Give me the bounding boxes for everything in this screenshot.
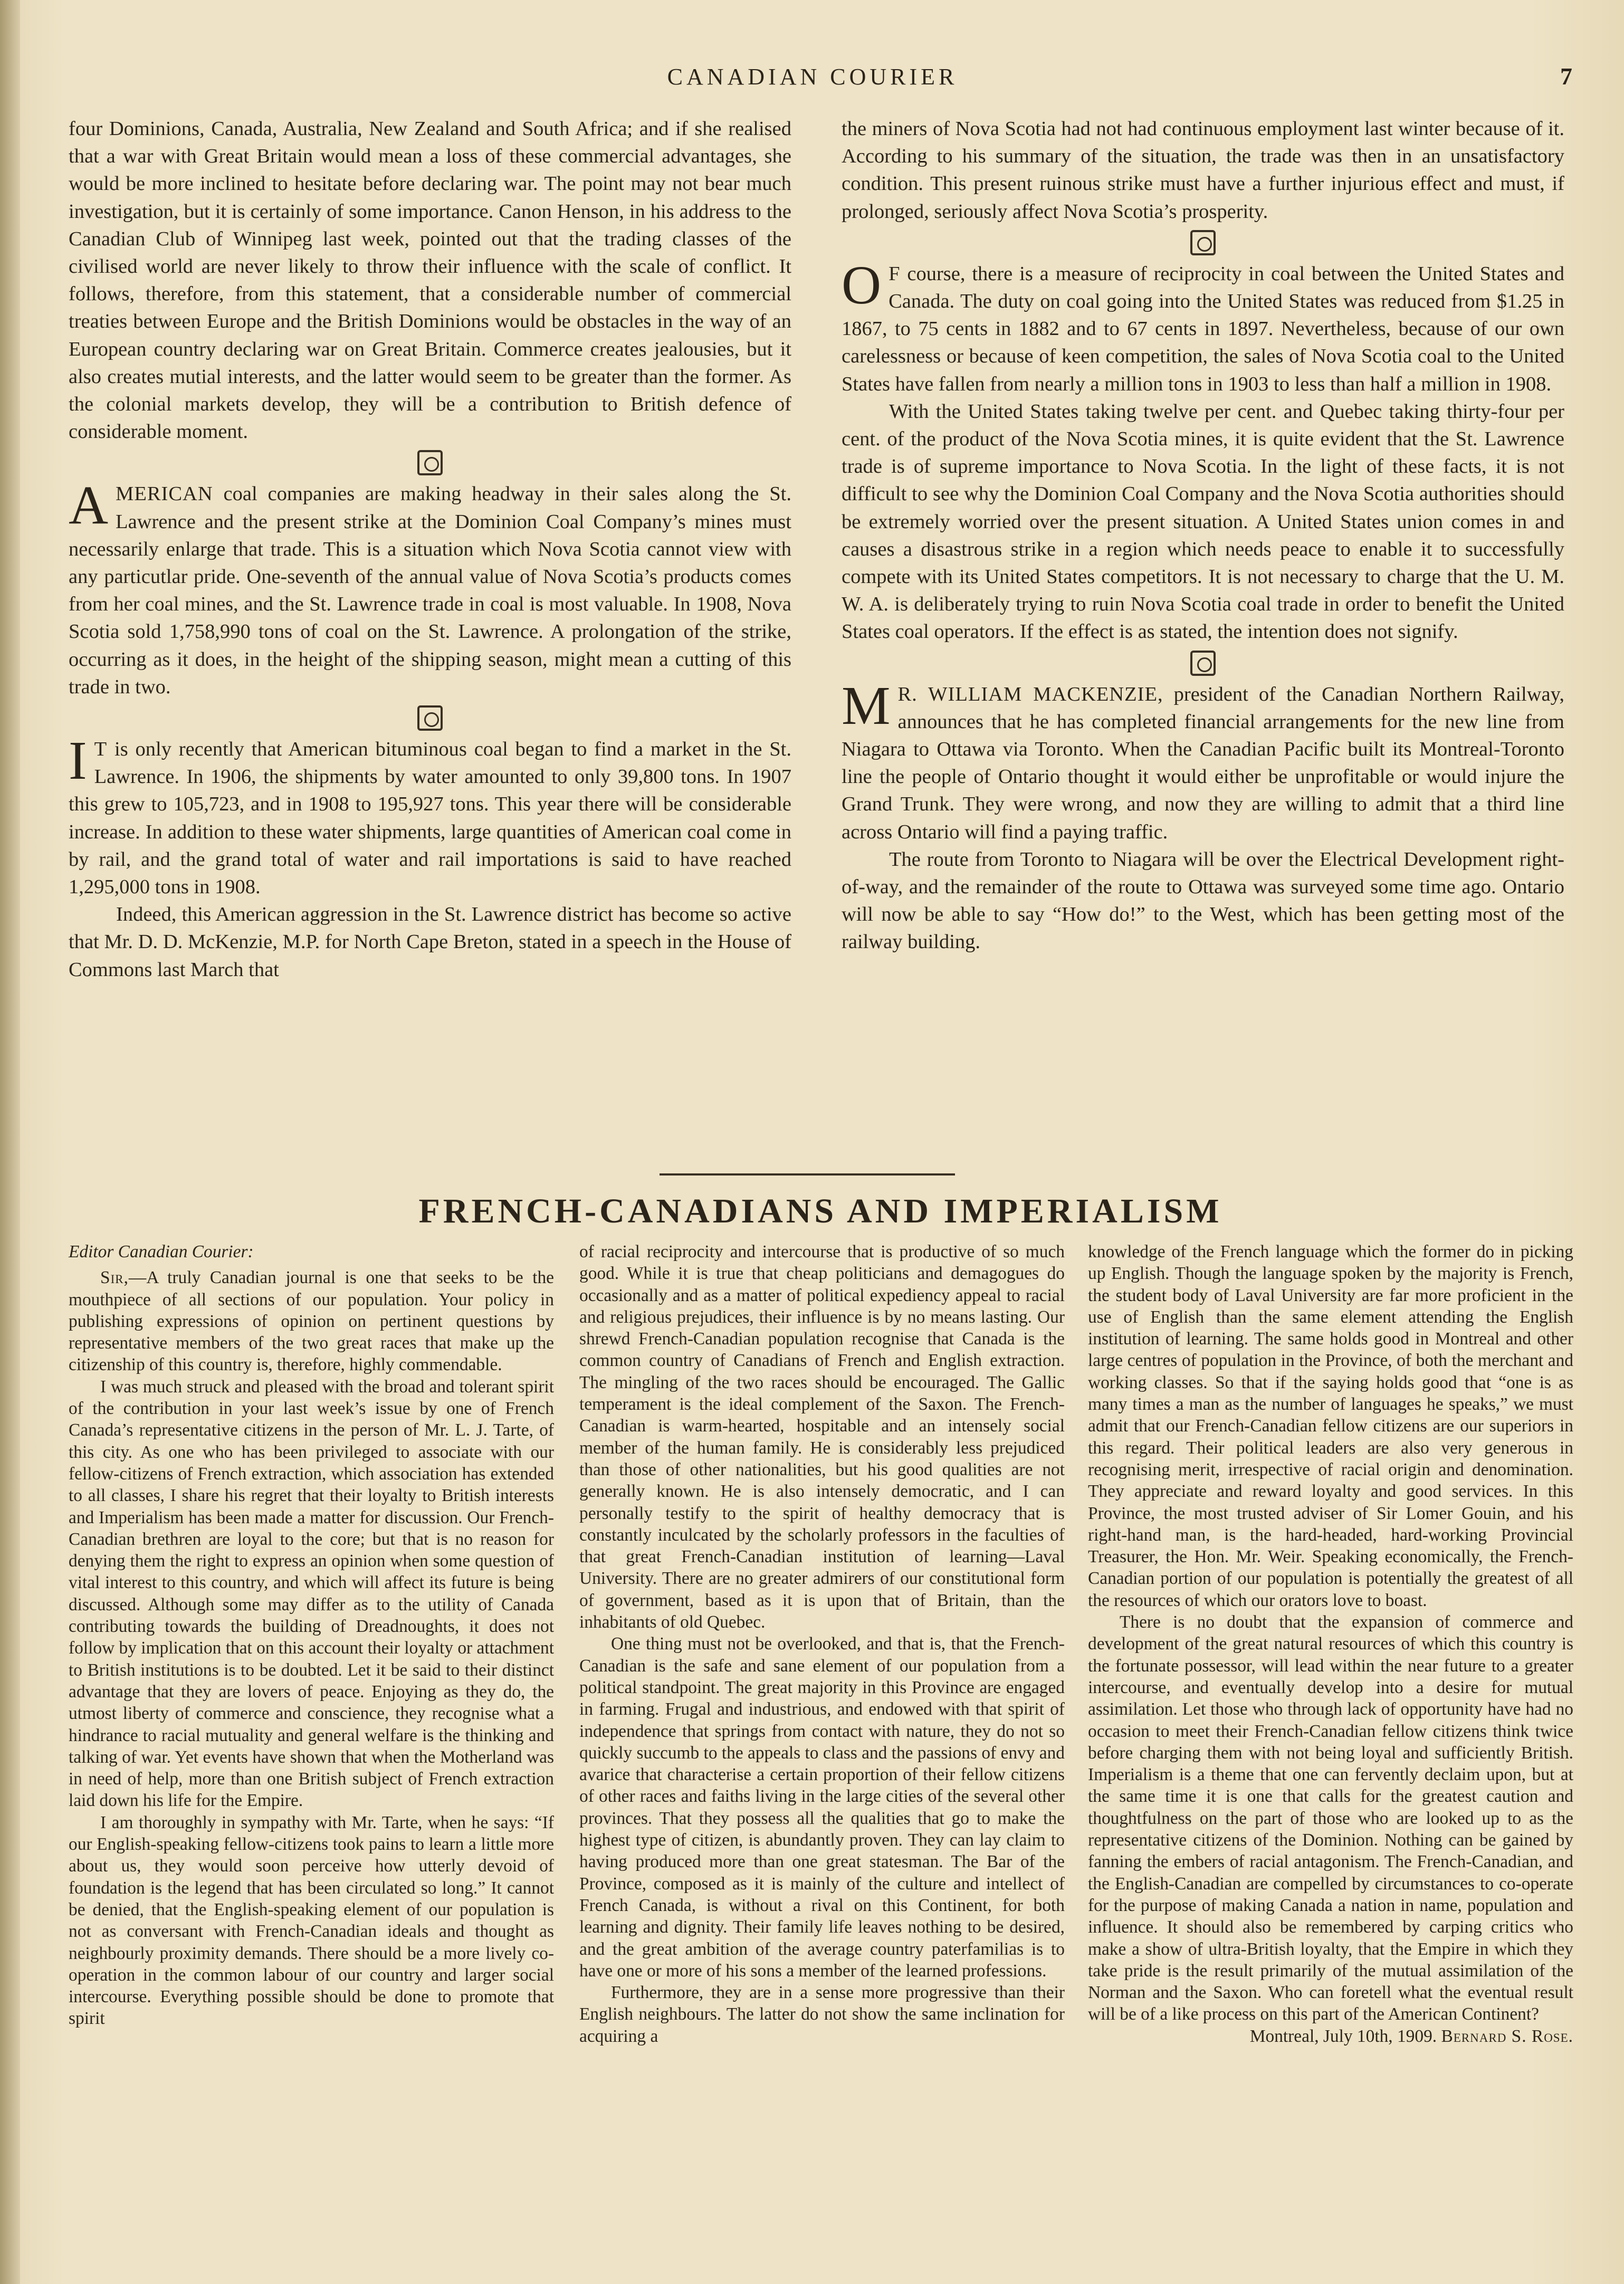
opening-paragraph [69,1267,554,1375]
paragraph [1088,1611,1573,2025]
paragraph-text: course, there is a measure of reciprocity in coal between the United States and Canada. The duty on coal going into the United States was reduced from $1.25 in 1867, to 75 cents in 1882 and to 67 cents in 1897. Nevertheless, because of our own carelessness or because of keen competition, the sales of Nova Scotia coal to the United States have fallen from nearly a million tons in 1903 to less than half a million in 1908. [842,262,1564,395]
paragraph-text: —A truly Canadian journal is one that seeks to be the mouthpiece of all sections of our population. Your policy in publishing expressions of opinion on pertinent questions by representative members of the two great races that make up the citizenship of this country is, therefore, highly commendable. [69,1268,554,1375]
paragraph [579,1633,1065,1982]
drop-cap: I [69,730,87,791]
lead-paragraph [69,730,791,901]
paragraph-text: The route from Toronto to Niagara will be over the Electrical Development right-of-way, and the remainder of the route to Ottawa was surveyed some time ago. Ontario will now be able to say “How do!” to the West, which has been getting most of the railway building. [842,848,1564,953]
paragraph [1088,1241,1573,1611]
lead-caps: R. WILLIAM MACKENZIE, [897,683,1163,705]
paragraph [69,1376,554,1812]
paragraph-text: One thing must not be overlooked, and that is, that the French-Canadian is the safe and sane element of our population from a political standpoint. The great majority in this Province are engaged in farming. Frugal and industrious, and endowed with that spirit of independence that springs from contact with nature, they do not so quickly succumb to the appeals to class and the passions of envy and avarice that characterise a certain proportion of their fellow citizens of other races and faiths living in the large cities of the several other provinces. That they possess all the qualities that go to make the highest type of citizen, is abundantly proven. They can lay claim to having produced more than one great statesman. The Bar of the Province, composed as it is mainly of the culture and intellect of French Canada, is without a rival on this Continent, for both learning and dignity. Their family life leaves nothing to be desired, and the great ambition of the average country paterfamilias is to have one or more of his sons a member of the learned professions. [579,1634,1065,1981]
paragraph-text: With the United States taking twelve per cent. and Quebec taking thirty-four per cent. of the product of the Nova Scotia mines, it is quite evident that the St. Lawrence trade is of supreme importance to Nova Scotia. In the light of these facts, it is not difficult to see why the Dominion Coal Company and the Nova Scotia authorities should be extremely worried over the present situation. A United States union comes in and causes a disastrous strike in a region which needs peace to enable it to successfully compete with its United States competitors. It is not necessary to charge that the U. M. W. A. is deliberately trying to ruin Nova Scotia coal trade in order to benefit the United States coal operators. If the effect is as stated, the intention does not signify. [842,400,1564,643]
author-signature: Bernard S. Rose. [1441,2026,1573,2046]
signature-line [1088,2025,1573,2047]
paragraph-text: Furthermore, they are in a sense more progressive than their English neighbours. The latter do not show the same inclination for acquiring a [579,1983,1065,2046]
section-ornament-icon [417,705,443,731]
running-head: CANADIAN COURIER [667,64,958,90]
paragraph [842,846,1564,956]
lead-paragraph [842,254,1564,398]
place-date: Montreal, July 10th, 1909. [1249,2026,1437,2046]
letter-column-2 [579,1241,1065,2047]
paragraph [69,901,791,983]
section-ornament-icon [417,450,443,475]
lead-paragraph [842,675,1564,846]
paragraph-text: four Dominions, Canada, Australia, New Zealand and South Africa; and if she realised that a war with Great Britain would mean a loss of these commercial advantages, she would be more inclined to hesitate before declaring war. The point may not bear much investigation, but it is certainly of some importance. Canon Henson, in his address to the Canadian Club of Winnipeg last week, pointed out that the trading classes of the civilised world are never likely to throw their influence with the scale of conflict. It follows, therefore, from this statement, that a considerable number of commercial treaties between Europe and the British Dominions would be obstacles in the way of an European country declaring war on Great Britain. Commerce creates jealousies, but it also creates mutial interests, and the latter would seem to be greater than the former. As the colonial markets develop, they will be a contribution to British defence of considerable moment. [69,118,791,443]
editorial-column-left [69,115,791,983]
drop-cap: M [842,675,891,736]
paragraph-text: I am thoroughly in sympathy with Mr. Tarte, when he says: “If our English-speaking fellow-citizens took pains to learn a little more about us, they would soon perceive how utterly devoid of foundation is the legend that has been circulated so long.” It cannot be denied, that the English-speaking element of our population is not as conversant with French-Canadian ideals and thought as neighbourly proximity demands. There should be a more lively co-operation in the common labour of our country and larger social intercourse. Everything possible should be done to promote that spirit [69,1812,554,2029]
page-number: 7 [1560,63,1572,90]
paragraph [579,1982,1065,2047]
article-title: FRENCH-CANADIANS AND IMPERIALISM [418,1192,1222,1230]
letter-column-1 [69,1241,554,2030]
paragraph-text: is only recently that American bituminous coal began to find a market in the St. Lawrence. In 1906, the shipments by water amounted to only 39,800 tons. In 1907 this grew to 105,723, and in 1908 to 195,927 tons. This year there will be considerable increase. In addition to these water shipments, large quantities of American coal come in by rail, and the grand total of water and rail importations is said to have reached 1,295,000 tons in 1908. [69,738,791,899]
paragraph-text: coal companies are making headway in their sales along the St. Lawrence and the present strike at the Dominion Coal Company’s mines must necessarily enlarge that trade. This is a situation which Nova Scotia cannot view with any particutlar pride. One-seventh of the annual value of Nova Scotia’s products comes from her coal mines, and the St. Lawrence trade in coal is most valuable. In 1908, Nova Scotia sold 1,758,990 tons of coal on the St. Lawrence. A prolongation of the strike, occurring as it does, in the height of the shipping season, might mean a cutting of this trade in two. [69,483,791,698]
salutation: Editor Canadian Courier: [69,1242,254,1262]
lead-caps: MERICAN [116,483,213,505]
lead-caps: F [889,262,901,285]
paragraph-text: There is no doubt that the expansion of commerce and development of the great natural resources of which this country is the fortunate possessor, will lead within the near future to a greater intercourse, and eventually develop into a desire for mutual assimilation. Let those who through lack of opportunity have had no occasion to meet their French-Canadian fellow citizens think twice before charging them with not being loyal and sufficiently British. Imperialism is a theme that one can fervently declaim upon, but at the same time it is one that calls for the greatest caution and thoughtfulness on the part of those who are looked up to as the representative citizens of the Dominion. Nothing can be gained by fanning the embers of racial antagonism. The French-Canadian, and the English-Canadian are compelled by circumstances to co-operate for the purpose of making Canada a nation in name, population and influence. It should also be remembered by carping critics who make a show of ultra-British loyalty, that the Empire in which they take pride is the result primarily of the mutual assimilation of the Norman and the Saxon. Who can foretell what the eventual result will be of a like process on this part of the American Continent? [1088,1612,1573,2024]
paragraph-text: I was much struck and pleased with the broad and tolerant spirit of the contribution in your last week’s issue by one of French Canada’s representative citizens in the person of Mr. L. J. Tarte, of this city. As one who has been privileged to associate with our fellow-citizens of French extraction, which association has extended to all classes, I share his regret that their loyalty to British interests and Imperialism has been made a matter for discussion. Our French-Canadian brethren are loyal to the core; but that is no reason for denying them the right to express an opinion when some question of vital interest to this country, and which will affect its future is being discussed. Although some may differ as to the utility of Canada contributing towards the building of Dreadnoughts, it does not follow by implication that on this account their loyalty or attachment to British institutions is to be doubted. Let it be said to their distinct advantage that they are lovers of peace. Enjoying as they do, the utmost liberty of commerce and conscience, they recognise what a hindrance to racial mutuality and general welfare is the thinking and talking of war. Yet events have shown that when the Motherland was in need of help, more than one British subject of French extraction laid down his life for the Empire. [69,1377,554,1811]
paragraph [842,398,1564,646]
lead-paragraph [69,475,791,701]
drop-cap: A [69,475,109,536]
section-divider [660,1173,955,1176]
section-ornament-icon [1190,230,1216,255]
paragraph-text: the miners of Nova Scotia had not had continuous employment last winter because of it. According to his summary of the situation, the trade was then in an unsatisfactory condition. This present ruinous strike must have a further injurious effect and must, if prolonged, seriously affect Nova Scotia’s prosperity. [842,118,1564,223]
salutation-sir: Sir, [100,1268,129,1288]
paragraph [69,115,791,445]
section-ornament-icon [1190,651,1216,676]
drop-cap: O [842,254,882,316]
paragraph-text: knowledge of the French language which the former do in picking up English. Though the language spoken by the majority is French, the student body of Laval University are far more proficient in the use of English than the same element attending the English institution of learning. The same holds good in Montreal and other large centres of population in the Province, of both the merchant and working classes. So that if the saying holds good that “one is as many times a man as the number of languages he speaks,” we must admit that our French-Canadian fellow citizens are our superiors in this regard. Their political leaders are also very generous in recognising merit, irrespective of racial origin and denomination. They appreciate and reward loyalty and good services. In this Province, the most trusted adviser of Sir Lomer Gouin, and his right-hand man, is the hard-headed, hard-working Provincial Treasurer, the Hon. Mr. Weir. Speaking economically, the French-Canadian portion of our population is potentially the greatest of all the resources of which our orators love to boast. [1088,1242,1573,1610]
paragraph [579,1241,1065,1633]
binding-shadow [0,0,20,2284]
lead-caps: T [94,738,108,761]
paragraph [69,1812,554,2030]
paragraph-text: Indeed, this American aggression in the St. Lawrence district has become so active that Mr. D. D. McKenzie, M.P. for North Cape Breton, stated in a speech in the House of Commons last March that [69,903,791,981]
editorial-column-right [842,115,1564,956]
paragraph [842,115,1564,225]
letter-column-3 [1088,1241,1573,2047]
paragraph-text: of racial reciprocity and intercourse that is productive of so much good. While it is true that cheap politicians and demagogues do occasionally and as a matter of political expediency appeal to racial and religious prejudices, their influence is by no means lasting. Our shrewd French-Canadian population recognise that Canada is the common country of Canadians of French and English extraction. The mingling of the two races should be encouraged. The Gallic temperament is the ideal complement of the Saxon. The French-Canadian is warm-hearted, hospitable and an intensely social member of the human family. He is considerably less prejudiced than those of other nationalities, but his good qualities are not generally known. He is also intensely democratic, and I can personally testify to the spirit of healthy democracy that is constantly inculcated by the scholarly professors in the faculties of that great French-Canadian institution of learning—Laval University. There are no greater admirers of our constitutional form of government, based as it is upon that of Britain, than the inhabitants of old Quebec. [579,1242,1065,1632]
paragraph-text: president of the Canadian Northern Railway, announces that he has completed financial arrangements for the new line from Niagara to Ottawa via Toronto. When the Canadian Pacific built its Montreal-Toronto line the people of Ontario thought it would either be unprofitable or would injure the Grand Trunk. They were wrong, and now they are willing to admit that a third line across Ontario will find a paying traffic. [842,683,1564,843]
